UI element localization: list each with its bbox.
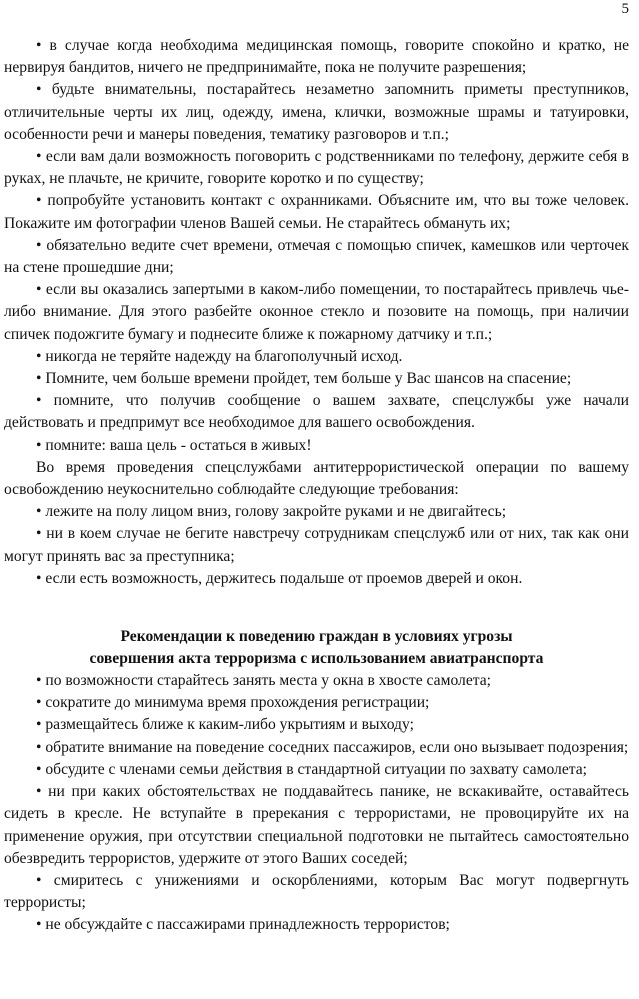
paragraph: • сократите до минимума время прохождения регистрации; — [36, 694, 430, 712]
paragraph: • помните, что получив сообщение о вашем захвате, спецслужбы уже начали действовать и предпримут все необходимое для вашего освобождения. — [4, 392, 629, 432]
paragraph: • не обсуждайте с пассажирами принадлежность террористов; — [36, 916, 450, 934]
paragraph: • Помните, чем больше времени пройдет, тем больше у Вас шансов на спасение; — [36, 370, 572, 388]
paragraph: • ни в коем случае не бегите навстречу сотрудникам спецслужб или от них, так как они могут принять вас за преступника; — [4, 525, 629, 565]
paragraph: • если вам дали возможность поговорить с родственниками по телефону, держите себя в руках, не плачьте, не кричите, говорите коротко и по существу; — [4, 148, 629, 188]
page-content — [4, 35, 629, 937]
paragraph: • смиритесь с унижениями и оскорблениями, которым Вас могут подвергнуть террористы; — [4, 871, 629, 912]
paragraph: • обсудите с членами семьи действия в стандартной ситуации по захвату самолета; — [36, 760, 588, 778]
aviation-recommendations-section — [4, 670, 629, 936]
paragraph: • по возможности старайтесь занять места у окна в хвосте самолета; — [36, 672, 492, 690]
section-heading — [4, 626, 629, 670]
paragraph: • будьте внимательны, постарайтесь незаметно запомнить приметы преступников, отличительные черты их лиц, одежду, имена, клички, возможные шрамы и татуировки, особенности речи и манеры поведения, тематику разговоров и т.п.; — [4, 81, 629, 143]
paragraph: • если есть возможность, держитесь подальше от проемов дверей и окон. — [36, 569, 523, 587]
paragraph: • если вы оказались запертыми в каком-либо помещении, то постарайтесь привлечь чье-либо внимание. Для этого разбейте оконное стекло и позовите на помощь, при наличии спичек подожгите бумагу и поднесите ближе к пожарному датчику и т.п.; — [4, 281, 629, 343]
paragraph: • размещайтесь ближе к каким-либо укрытиям и выходу; — [36, 716, 414, 734]
paragraph: • в случае когда необходима медицинская помощь, говорите спокойно и кратко, не нервируя бандитов, ничего не предпринимайте, пока не получите разрешения; — [4, 37, 629, 77]
paragraph: • попробуйте установить контакт с охранниками. Объясните им, что вы тоже человек. Покажите им фотографии членов Вашей семьи. Не старайтесь обмануть их; — [4, 192, 629, 232]
heading-line-1: Рекомендации к поведению граждан в условиях угрозы — [120, 628, 513, 646]
paragraph: • помните: ваша цель - остаться в живых! — [36, 436, 312, 454]
paragraph: • никогда не теряйте надежду на благополучный исход. — [36, 347, 403, 365]
paragraph: • обратите внимание на поведение соседних пассажиров, если оно вызывает подозрения; — [36, 738, 629, 756]
paragraph: • лежите на полу лицом вниз, голову закройте руками и не двигайтесь; — [36, 503, 507, 521]
paragraph: • обязательно ведите счет времени, отмечая с помощью спичек, камешков или черточек на стене прошедшие дни; — [4, 236, 629, 277]
paragraph: Во время проведения спецслужбами антитеррористической операции по вашему освобождению неукоснительно соблюдайте следующие требования: — [4, 458, 629, 499]
page-number: 5 — [621, 1, 629, 17]
paragraph: • ни при каких обстоятельствах не поддавайтесь панике, не вскакивайте, оставайтесь сидеть в кресле. Не вступайте в пререкания с террористами, не провоцируйте их на применение оружия, при отсутствии специальной подготовки не пытайтесь самостоятельно обезвредить террористов, удержите от этого Ваших соседей; — [4, 783, 629, 867]
heading-line-2: совершения акта терроризма с использованием авиатранспорта — [89, 650, 544, 668]
hostage-recommendations-section — [4, 35, 629, 590]
